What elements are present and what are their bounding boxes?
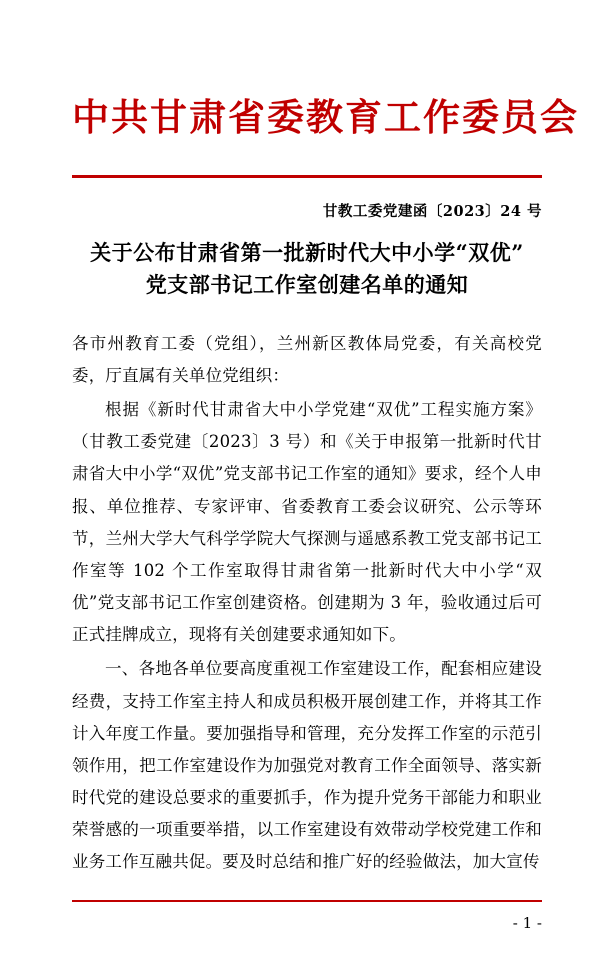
page-number: - 1 - bbox=[512, 914, 542, 932]
document-page bbox=[0, 96, 614, 962]
document-title-line-2: 党支部书记工作室创建名单的通知 bbox=[145, 272, 469, 298]
masthead-divider bbox=[72, 175, 542, 178]
document-body bbox=[72, 328, 542, 879]
paragraph-item-1: 一、各地各单位要高度重视工作室建设工作，配套相应建设经费，支持工作室主持人和成员积极开展创建工作，并将其工作计入年度工作量。要加强指导和管理，充分发挥工作室的示范引领作用，把工作室建设作为加强党对教育工作全面领导、落实新时代党的建设总要求的重要抓手，作为提升党务干部能力和职业荣誉感的一项重要举措，以工作室建设有效带动学校党建工作和业务工作互融共促。要及时总结和推广好的经验做法，加大宣传 bbox=[72, 659, 542, 872]
document-title bbox=[72, 237, 542, 302]
footer-divider bbox=[72, 900, 542, 902]
document-masthead: 中共甘肃省委教育工作委员会 bbox=[72, 95, 579, 139]
document-number: 甘教工委党建函〔2023〕24 号 bbox=[322, 202, 542, 220]
paragraph-background: 根据《新时代甘肃省大中小学党建“双优”工程实施方案》（甘教工委党建〔2023〕3 号）和《关于申报第一批新时代甘肃省大中小学“双优”党支部书记工作室的通知》要求，经个人申报、单位推荐、专家评审、省委教育工委会议研究、公示等环节，兰州大学大气科学学院大气探测与遥感系教工党支部书记工作室等 102 个工作室取得甘肃省第一批新时代大中小学“双优”党支部书记工作室创建资格。创建期为 3 年，验收通过后可正式挂牌成立，现将有关创建要求通知如下。 bbox=[72, 399, 542, 645]
paragraph-addressee: 各市州教育工委（党组），兰州新区教体局党委，有关高校党委，厅直属有关单位党组织： bbox=[72, 333, 542, 385]
document-title-line-1: 关于公布甘肃省第一批新时代大中小学“双优” bbox=[90, 239, 524, 265]
